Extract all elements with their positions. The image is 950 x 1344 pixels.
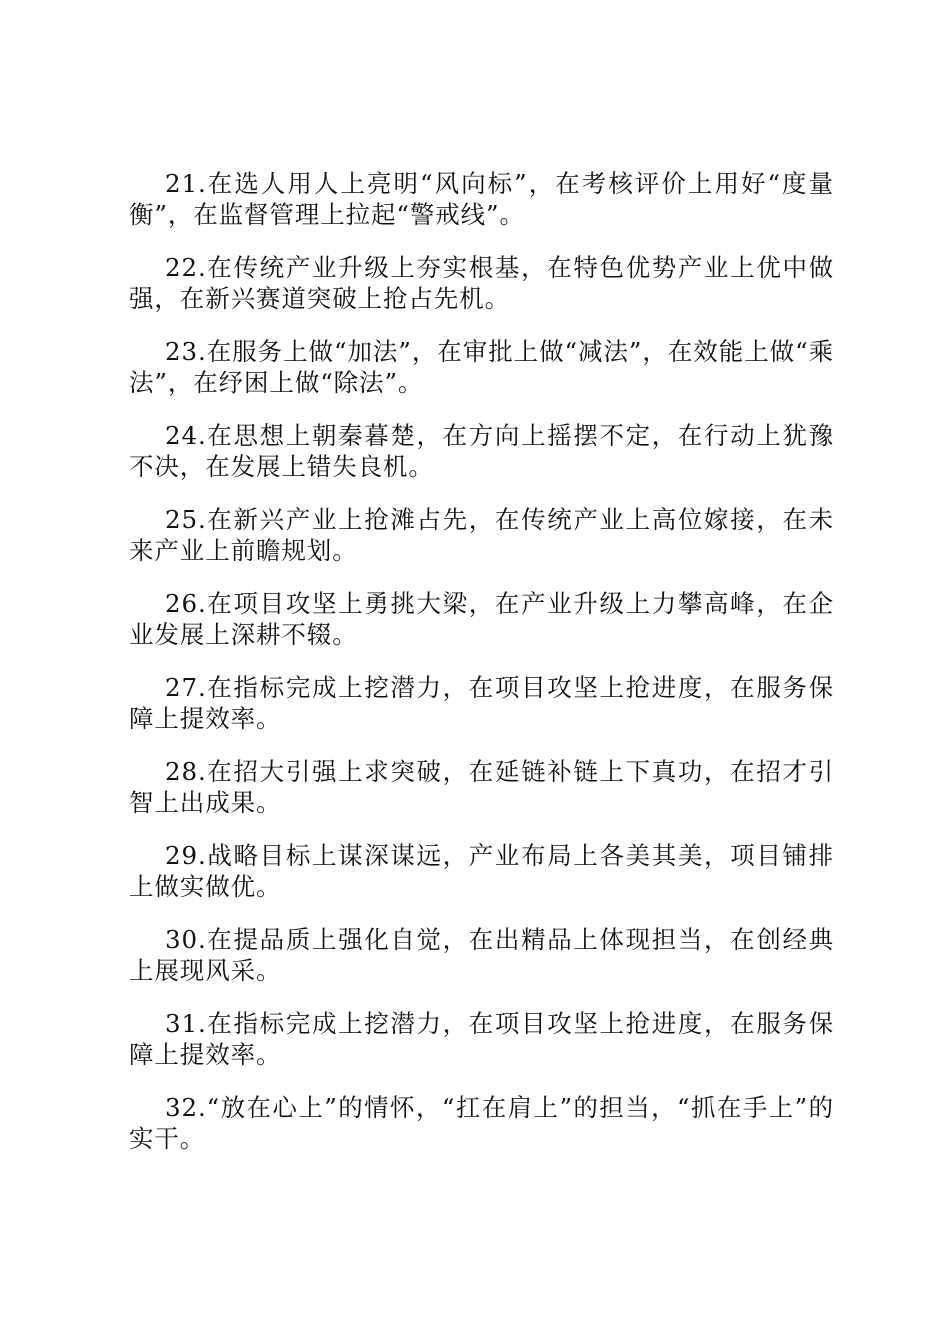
paragraph-32: 32.“放在心上”的情怀，“扛在肩上”的担当，“抓在手上”的实干。 xyxy=(129,1093,834,1153)
paragraph-28: 28.在招大引强上求突破，在延链补链上下真功，在招才引智上出成果。 xyxy=(129,757,834,817)
paragraph-31: 31.在指标完成上挖潜力，在项目攻坚上抢进度，在服务保障上提效率。 xyxy=(129,1009,834,1069)
paragraph-22: 22.在传统产业升级上夯实根基，在特色优势产业上优中做强，在新兴赛道突破上抢占先机。 xyxy=(129,253,834,313)
paragraph-25: 25.在新兴产业上抢滩占先，在传统产业上高位嫁接，在未来产业上前瞻规划。 xyxy=(129,505,834,565)
paragraph-29: 29.战略目标上谋深谋远，产业布局上各美其美，项目铺排上做实做优。 xyxy=(129,841,834,901)
paragraph-24: 24.在思想上朝秦暮楚，在方向上摇摆不定，在行动上犹豫不决，在发展上错失良机。 xyxy=(129,421,834,481)
paragraph-21: 21.在选人用人上亮明“风向标”，在考核评价上用好“度量衡”，在监督管理上拉起“警戒线”。 xyxy=(129,169,834,229)
paragraph-26: 26.在项目攻坚上勇挑大梁，在产业升级上力攀高峰，在企业发展上深耕不辍。 xyxy=(129,589,834,649)
paragraph-27: 27.在指标完成上挖潜力，在项目攻坚上抢进度，在服务保障上提效率。 xyxy=(129,673,834,733)
paragraph-30: 30.在提品质上强化自觉，在出精品上体现担当，在创经典上展现风采。 xyxy=(129,925,834,985)
document-body xyxy=(129,168,834,1176)
paragraph-23: 23.在服务上做“加法”，在审批上做“减法”，在效能上做“乘法”，在纾困上做“除法”。 xyxy=(129,337,834,397)
